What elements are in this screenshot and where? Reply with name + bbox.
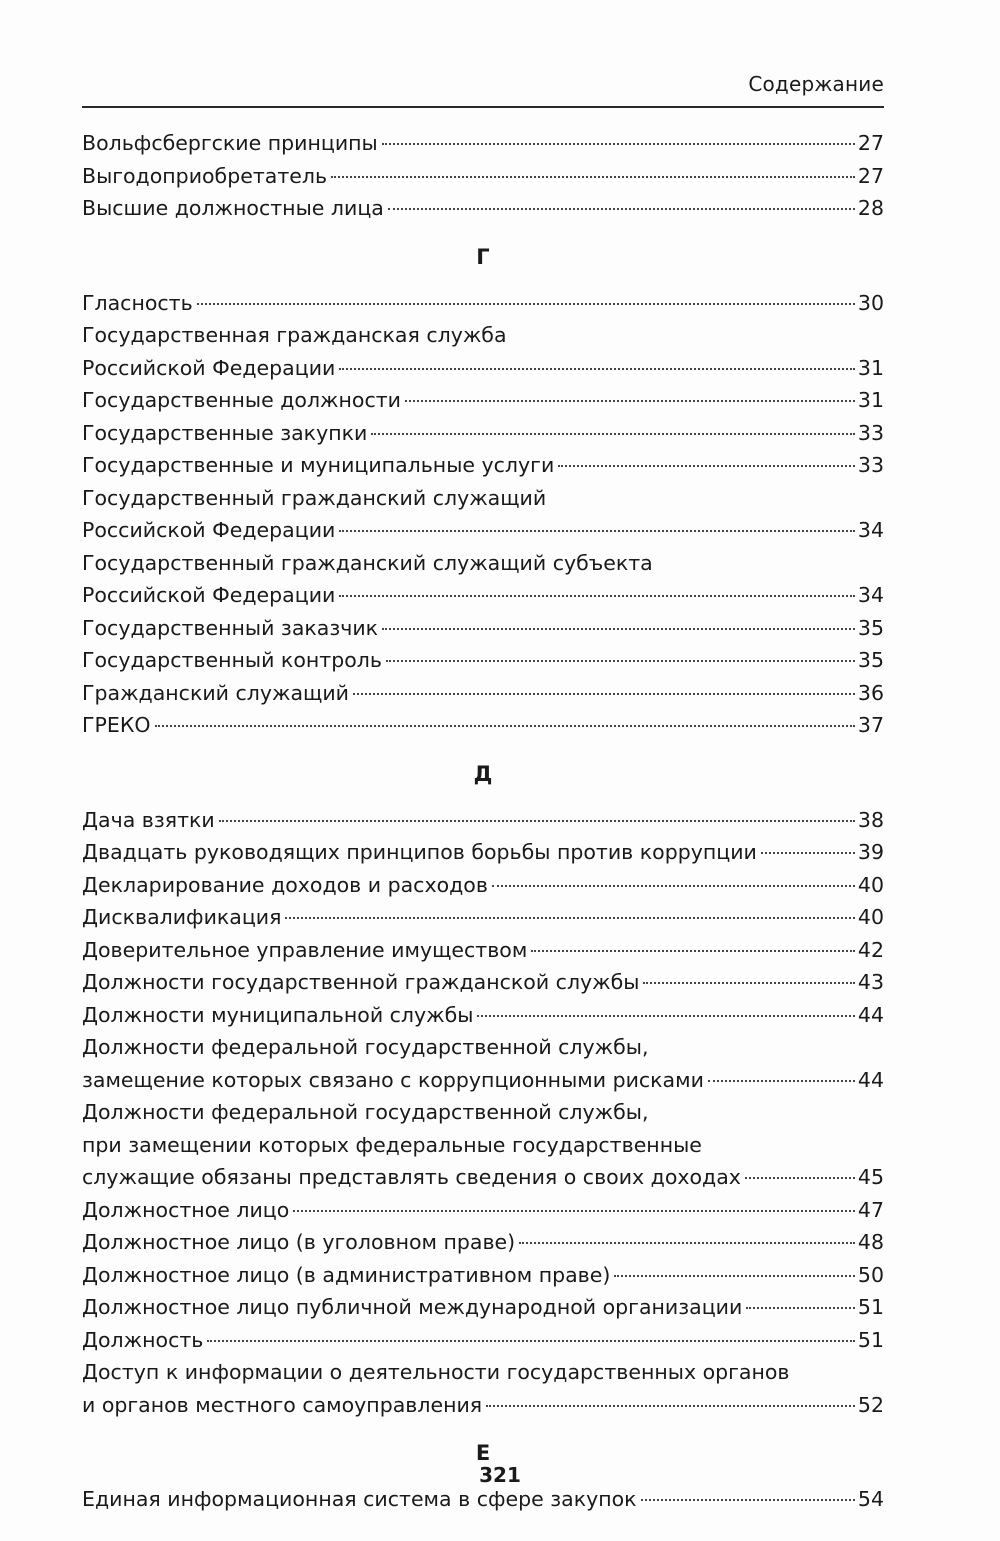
toc-entry-page: 39 [857,840,884,864]
toc-entry-title: замещение которых связано с коррупционными рисками [82,1067,704,1092]
toc-entry-title: и органов местного самоуправления [82,1392,483,1417]
toc-entry-page: 36 [857,680,884,705]
toc-entry-title: Государственные и муниципальные услуги [82,453,555,477]
toc-entry-page: 28 [857,196,884,220]
toc-entry-row [82,966,884,999]
dot-leader [519,1242,855,1244]
toc-entry[interactable] [82,1031,884,1096]
toc-entry-title: ГРЕКО [82,713,151,737]
toc-entry[interactable] [82,966,884,999]
toc-entry-page: 52 [857,1392,884,1417]
toc-entry-page: 34 [857,518,884,542]
toc-entry[interactable] [82,934,884,967]
toc-entry-row [82,804,884,837]
toc-entry-page: 35 [857,648,884,672]
toc-entry-page: 42 [857,937,884,962]
toc-entry[interactable] [82,482,884,547]
toc-entry-title: Государственный заказчик [82,615,379,640]
table-of-contents [82,127,884,1516]
toc-entry-page: 50 [857,1262,884,1287]
toc-entry[interactable] [82,160,884,193]
dot-leader [745,1177,855,1179]
toc-entry-title-line: при замещении которых федеральные государственные [82,1132,702,1157]
toc-entry-title: Государственные закупки [82,420,368,445]
toc-entry-page: 45 [857,1165,884,1189]
dot-leader [405,400,855,402]
toc-entry[interactable] [82,612,884,645]
toc-entry-row [82,1194,884,1227]
toc-entry-title: Должность [82,1327,204,1352]
toc-entry-row [82,999,884,1032]
dot-leader [197,303,855,305]
dot-leader [643,982,854,984]
toc-entry-row [82,127,884,160]
toc-entry-row [82,417,884,450]
toc-entry-row [82,869,884,902]
toc-entry-title: Должности государственной гражданской службы [82,970,640,994]
toc-entry-title: Высшие должностные лица [82,196,384,220]
toc-entry-page: 47 [857,1197,884,1222]
toc-entry-page: 43 [857,970,884,994]
toc-entry-title-line: Доступ к информации о деятельности государственных органов [82,1360,790,1384]
toc-entry-title: Российской Федерации [82,355,336,380]
dot-leader [708,1080,855,1082]
dot-leader [641,1499,855,1501]
toc-entry-title: Дача взятки [82,807,215,832]
toc-entry[interactable] [82,127,884,160]
toc-entry-row [82,1483,884,1516]
dot-leader [382,628,855,630]
toc-entry-page: 44 [857,1067,884,1092]
toc-entry-page: 40 [857,905,884,929]
dot-leader [339,530,855,532]
toc-entry-title: Государственные должности [82,388,401,412]
toc-entry-title: Должностное лицо [82,1197,290,1222]
toc-entry-row [82,1226,884,1259]
toc-entry-row [82,514,884,547]
toc-entry[interactable] [82,319,884,384]
toc-entry-title-line: Должности федеральной государственной службы, [82,1100,649,1124]
dot-leader [293,1210,855,1212]
toc-entry-page: 48 [857,1230,884,1254]
dot-leader [386,660,855,662]
toc-entry-row [82,1064,884,1097]
dot-leader [614,1275,855,1277]
toc-entry-title-line: Государственный гражданский служащий субъекта [82,550,653,575]
dot-leader [477,1015,854,1017]
toc-entry[interactable] [82,449,884,482]
toc-entry[interactable] [82,192,884,225]
toc-entry[interactable] [82,384,884,417]
dot-leader [285,917,854,919]
toc-entry-row [82,1161,884,1194]
toc-entry-row [82,1259,884,1292]
toc-entry-title: Двадцать руководящих принципов борьбы против коррупции [82,840,757,864]
toc-entry-row [82,1291,884,1324]
section-letter: Е [475,1441,491,1465]
toc-entry-title: Должности муниципальной службы [82,1002,474,1027]
toc-entry-row [82,677,884,710]
toc-entry[interactable] [82,1483,884,1516]
dot-leader [761,852,855,854]
dot-leader [746,1307,855,1309]
toc-entry-row [82,352,884,385]
dot-leader [382,143,855,145]
toc-entry-title: Единая информационная система в сфере закупок [82,1487,637,1511]
toc-entry[interactable] [82,901,884,934]
dot-leader [486,1405,855,1407]
toc-entry[interactable] [82,287,884,320]
toc-entry-title: Государственный контроль [82,648,382,672]
toc-entry-page: 51 [857,1327,884,1352]
toc-entry-title-line: Государственный гражданский служащий [82,485,547,510]
toc-entry-page: 33 [857,453,884,477]
toc-entry-row [82,1389,884,1422]
toc-entry-page: 38 [857,807,884,832]
running-header-title: Содержание [748,72,884,96]
toc-entry-title: Должностное лицо (в уголовном праве) [82,1230,516,1254]
toc-entry[interactable] [82,1291,884,1324]
toc-entry-page: 37 [857,713,884,737]
dot-leader [531,950,855,952]
toc-entry-page: 35 [857,615,884,640]
dot-leader [155,725,855,727]
toc-entry[interactable] [82,547,884,612]
dot-leader [388,208,855,210]
section-letter: Г [476,244,490,269]
toc-entry[interactable] [82,1194,884,1227]
dot-leader [331,176,855,178]
toc-entry-title: Должностное лицо публичной международной организации [82,1295,743,1319]
toc-entry-row [82,160,884,193]
toc-entry-page: 27 [857,131,884,155]
toc-entry[interactable] [82,644,884,677]
toc-entry-title-line: Государственная гражданская служба [82,323,507,347]
toc-entry[interactable] [82,1226,884,1259]
toc-entry[interactable] [82,869,884,902]
toc-entry[interactable] [82,1356,884,1421]
page-number: 321 [479,1463,521,1487]
toc-entry-page: 34 [857,583,884,607]
toc-entry-title: Выгодоприобретатель [82,163,328,188]
toc-entry-row [82,384,884,417]
toc-entry-title: Гражданский служащий [82,680,349,705]
dot-leader [207,1340,855,1342]
section-letter: Д [473,761,493,786]
toc-entry-title: Российской Федерации [82,518,336,542]
toc-entry-row [82,644,884,677]
toc-entry-page: 51 [857,1295,884,1319]
dot-leader [353,693,855,695]
toc-entry-row [82,1324,884,1357]
toc-entry-title: Российской Федерации [82,583,336,607]
toc-entry-title: Дисквалификация [82,905,282,929]
toc-entry-row [82,192,884,225]
toc-entry-page: 44 [857,1002,884,1027]
toc-entry[interactable] [82,709,884,742]
toc-entry-title: Декларирование доходов и расходов [82,872,488,897]
toc-entry-page: 31 [857,355,884,380]
toc-entry-page: 54 [857,1487,884,1511]
running-header [82,66,884,108]
toc-entry[interactable] [82,804,884,837]
toc-entry-page: 27 [857,163,884,188]
toc-entry-title-line: Должности федеральной государственной службы, [82,1035,649,1059]
toc-entry[interactable] [82,1096,884,1194]
toc-entry-row [82,836,884,869]
toc-entry[interactable] [82,677,884,710]
toc-entry-page: 33 [857,420,884,445]
toc-entry-row [82,934,884,967]
dot-leader [219,820,855,822]
toc-entry-row [82,449,884,482]
toc-entry-row [82,579,884,612]
toc-entry-title: служащие обязаны представлять сведения о своих доходах [82,1165,741,1189]
dot-leader [371,433,855,435]
toc-entry-page: 31 [857,388,884,412]
toc-entry-row [82,901,884,934]
toc-entry-row [82,612,884,645]
toc-entry-title: Доверительное управление имуществом [82,937,528,962]
toc-entry[interactable] [82,836,884,869]
toc-entry-page: 40 [857,872,884,897]
dot-leader [339,595,855,597]
toc-entry[interactable] [82,1324,884,1357]
toc-entry[interactable] [82,417,884,450]
toc-entry-title: Гласность [82,290,193,315]
toc-entry-page: 30 [857,290,884,315]
toc-entry-row [82,287,884,320]
toc-entry-row [82,709,884,742]
toc-entry-title: Вольфсбергские принципы [82,131,378,155]
toc-entry-title: Должностное лицо (в административном праве) [82,1262,611,1287]
dot-leader [492,885,855,887]
dot-leader [339,368,855,370]
toc-entry[interactable] [82,999,884,1032]
dot-leader [558,465,855,467]
toc-entry[interactable] [82,1259,884,1292]
